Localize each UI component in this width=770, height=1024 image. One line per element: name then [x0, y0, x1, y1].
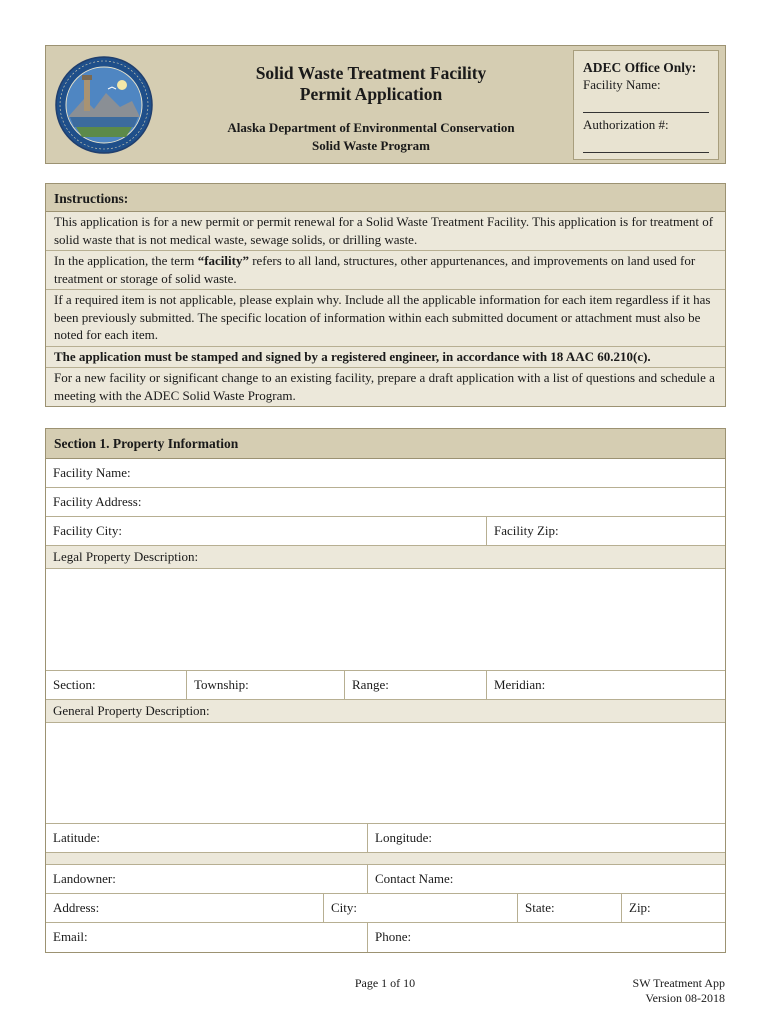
agency-name: Alaska Department of Environmental Conservation — [227, 120, 515, 135]
landowner-field[interactable]: Landowner: — [46, 865, 368, 894]
office-only-box — [573, 50, 719, 160]
facility-city-field[interactable]: Facility City: — [46, 517, 487, 546]
general-description-label: General Property Description: — [46, 700, 725, 723]
instructions-heading: Instructions: — [46, 184, 725, 212]
meridian-field[interactable]: Meridian: — [487, 671, 725, 700]
section-1-property-information — [45, 428, 726, 953]
facility-zip-field[interactable]: Facility Zip: — [487, 517, 725, 546]
instructions-panel — [45, 183, 726, 407]
title-block — [198, 63, 544, 155]
instruction-p4: The application must be stamped and signed by a registered engineer, in accordance with 18 AAC 60.210(c). — [46, 347, 725, 369]
instruction-p2: In the application, the term “facility” refers to all land, structures, other appurtenances, and improvements on land used for treatment or storage of solid waste. — [46, 251, 725, 290]
instruction-p3: If a required item is not applicable, please explain why. Include all the applicable information for each item regardless if it has been previously submitted. The specific location of information within each submitted document or attachment must also be noted for each item. — [46, 290, 725, 347]
footer-version: Version 08-2018 — [645, 991, 725, 1005]
footer-doc-name: SW Treatment App — [632, 976, 725, 990]
facility-term: “facility” — [197, 253, 249, 268]
section-1-heading: Section 1. Property Information — [46, 429, 725, 459]
section-field[interactable]: Section: — [46, 671, 187, 700]
program-name: Solid Waste Program — [312, 138, 430, 153]
state-field[interactable]: State: — [518, 894, 622, 923]
phone-field[interactable]: Phone: — [368, 923, 725, 952]
form-title: Solid Waste Treatment Facility — [255, 63, 487, 83]
address-field[interactable]: Address: — [46, 894, 324, 923]
city-field[interactable]: City: — [324, 894, 518, 923]
legal-description-label: Legal Property Description: — [46, 546, 725, 569]
form-subtitle: Permit Application — [299, 84, 443, 104]
office-authorization-label: Authorization #: — [583, 117, 669, 132]
contact-name-field[interactable]: Contact Name: — [368, 865, 725, 894]
zip-field[interactable]: Zip: — [622, 894, 725, 923]
latitude-field[interactable]: Latitude: — [46, 824, 368, 853]
alaska-seal-icon — [54, 55, 154, 155]
office-facility-name-label: Facility Name: — [583, 77, 661, 92]
longitude-field[interactable]: Longitude: — [368, 824, 725, 853]
email-field[interactable]: Email: — [46, 923, 368, 952]
office-facility-name-field[interactable] — [583, 93, 709, 113]
instruction-p1: This application is for a new permit or permit renewal for a Solid Waste Treatment Facility. This application is for treatment of solid waste that is not medical waste, sewage solids, or drilling waste. — [46, 212, 725, 251]
page-number: Page 1 of 10 — [354, 976, 416, 990]
general-description-field[interactable] — [46, 723, 725, 824]
office-only-title: ADEC Office Only: — [583, 60, 697, 75]
range-field[interactable]: Range: — [345, 671, 487, 700]
facility-name-field[interactable]: Facility Name: — [46, 459, 725, 488]
footer-doc-info — [633, 976, 725, 1006]
township-field[interactable]: Township: — [187, 671, 345, 700]
form-header — [45, 45, 726, 164]
instruction-p5: For a new facility or significant change to an existing facility, prepare a draft application with a list of questions and schedule a meeting with the ADEC Solid Waste Program. — [54, 370, 715, 403]
row-spacer — [46, 853, 725, 865]
office-authorization-field[interactable] — [583, 133, 709, 153]
legal-description-field[interactable] — [46, 569, 725, 671]
facility-address-field[interactable]: Facility Address: — [46, 488, 725, 517]
